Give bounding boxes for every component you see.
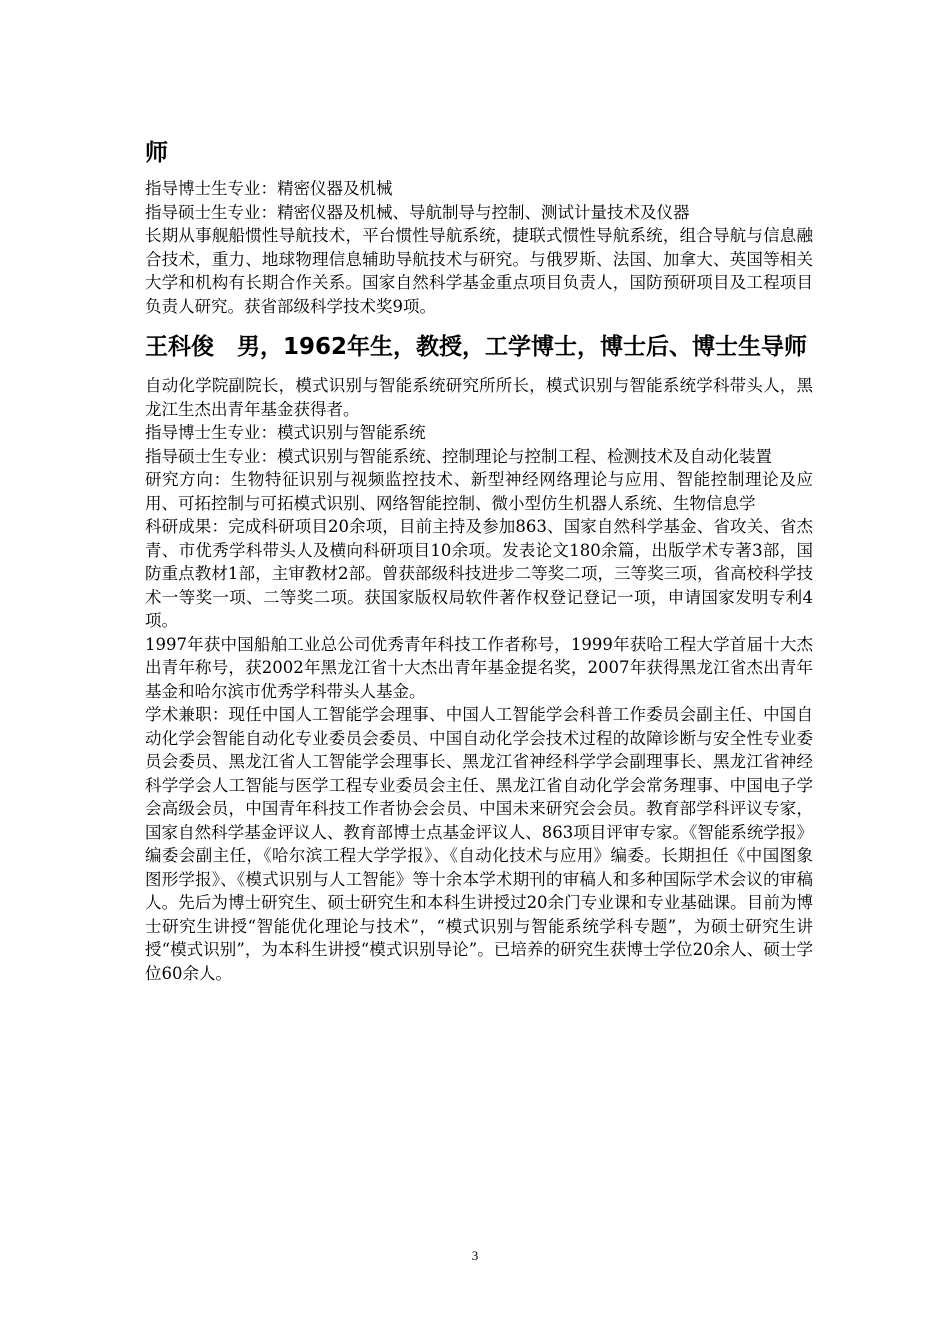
research-summary-paragraph: 长期从事舰船惯性导航技术，平台惯性导航系统，捷联式惯性导航系统，组合导航与信息融合技术，重力、地球物理信息辅助导航技术与研究。与俄罗斯、法国、加拿大、英国等相关大学和机构有长期合作关系。国家自然科学基金重点项目负责人，国防预研项目及工程项目负责人研究。获省部级科学技术奖9项。 (145, 226, 813, 316)
masters-major-line: 指导硕士生专业：模式识别与智能系统、控制理论与控制工程、检测技术及自动化装置 (145, 446, 772, 466)
doctoral-major-line: 指导博士生专业：精密仪器及机械 (145, 179, 393, 198)
page-number: 3 (471, 1248, 479, 1263)
honors-paragraph: 1997年获中国船舶工业总公司优秀青年科技工作者称号，1999年获哈工程大学首届十大杰出青年称号，获2002年黑龙江省十大杰出青年基金提名奖，2007年获得黑龙江省杰出青年基金和哈尔滨市优秀学科带头人基金。 (145, 634, 813, 701)
position-paragraph: 自动化学院副院长，模式识别与智能系统研究所所长，模式识别与智能系统学科带头人，黑龙江生杰出青年基金获得者。 (145, 376, 813, 419)
section-profile-wang-kejun (145, 332, 813, 985)
masters-major-line: 指导硕士生专业：精密仪器及机械、导航制导与控制、测试计量技术及仪器 (145, 202, 690, 222)
research-direction-paragraph: 研究方向：生物特征识别与视频监控技术、新型神经网络理论与应用、智能控制理论及应用、可拓控制与可拓模式识别、网络智能控制、微小型仿生机器人系统、生物信息学 (145, 470, 813, 513)
profile-heading: 王科俊 男，1962年生，教授，工学博士，博士后、博士生导师 (145, 334, 808, 360)
document-page (145, 138, 813, 985)
research-achievements-paragraph: 科研成果：完成科研项目20余项，目前主持及参加863、国家自然科学基金、省攻关、省杰青、市优秀学科带头人及横向科研项目10余项。发表论文180余篇，出版学术专著3部，国防重点教材1部，主审教材2部。曾获部级科技进步二等奖二项，三等奖三项，省高校科学技术一等奖一项、二等奖二项。获国家版权局软件著作权登记登记一项，申请国家发明专利4项。 (145, 517, 813, 630)
academic-positions-paragraph: 学术兼职：现任中国人工智能学会理事、中国人工智能学会科普工作委员会副主任、中国自动化学会智能自动化专业委员会委员、中国自动化学会技术过程的故障诊断与安全性专业委员会委员、黑龙江省人工智能学会理事长、黑龙江省神经科学学会副理事长、黑龙江省神经科学学会人工智能与医学工程专业委员会主任、黑龙江省自动化学会常务理事、中国电子学会高级会员，中国青年科技工作者协会会员、中国未来研究会会员。教育部学科评议专家，国家自然科学基金评议人、教育部博士点基金评议人、863项目评审专家。《智能系统学报》编委会副主任，《哈尔滨工程大学学报》、《自动化技术与应用》编委。长期担任《中国图象图形学报》、《模式识别与人工智能》等十余本学术期刊的审稿人和多种国际学术会议的审稿人。先后为博士研究生、硕士研究生和本科生讲授过20余门专业课和专业基础课。目前为博士研究生讲授“智能优化理论与技术”，“模式识别与智能系统学科专题”，为硕士研究生讲授“模式识别”，为本科生讲授“模式识别导论”。已培养的研究生获博士学位20余人、硕士学位60余人。 (145, 705, 813, 983)
section-continued (145, 138, 813, 318)
section-heading-continued: 师 (145, 140, 168, 166)
doctoral-major-line: 指导博士生专业：模式识别与智能系统 (145, 423, 426, 442)
